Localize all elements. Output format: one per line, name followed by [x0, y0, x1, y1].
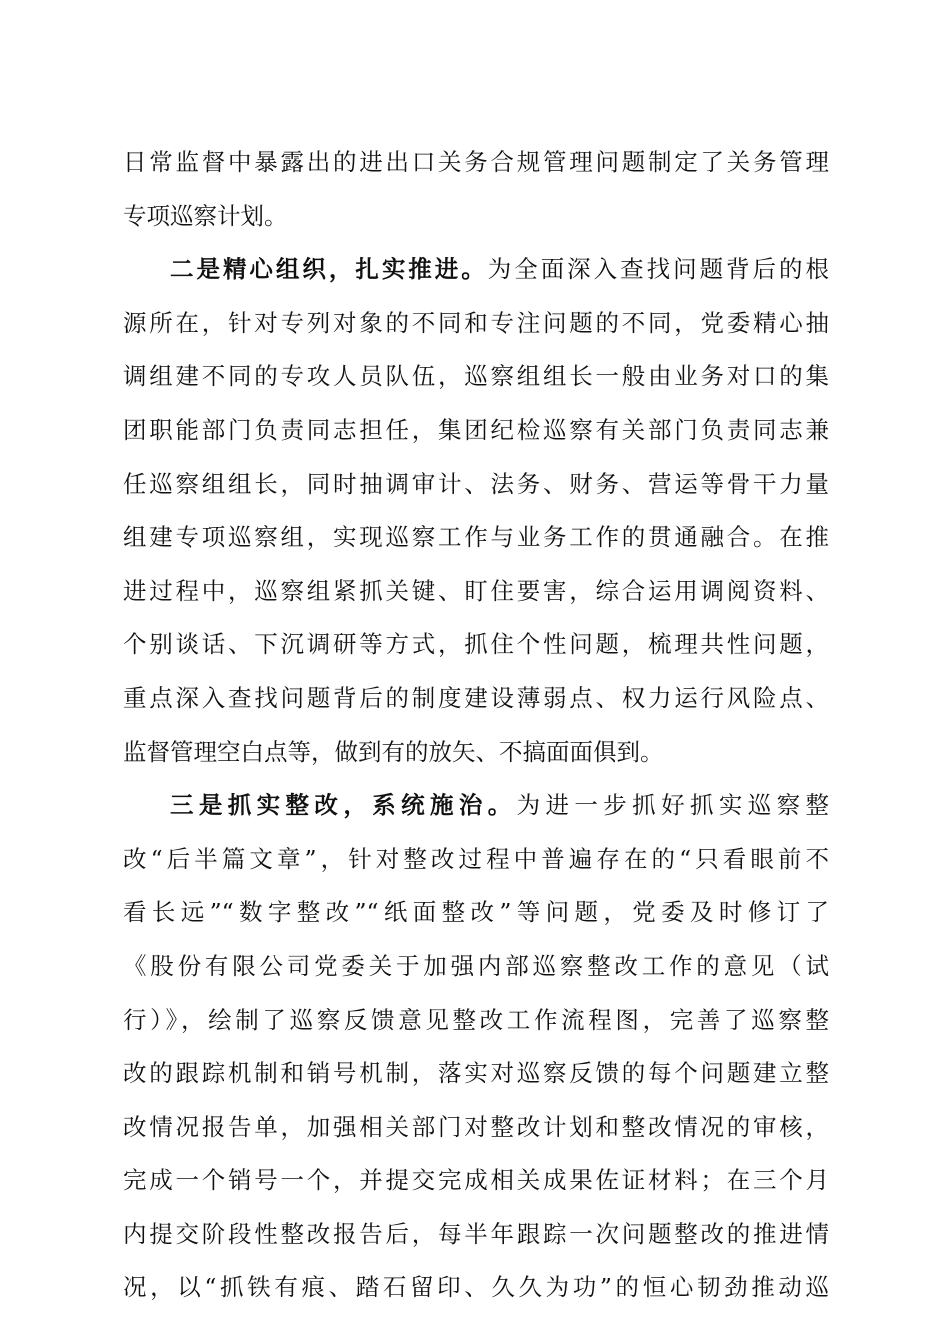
text-line: 日常监督中暴露出的进出口关务合规管理问题制定了关务管理: [123, 148, 829, 176]
paragraph-lead: 二是精心组织，扎实推进。: [170, 255, 488, 284]
text-line: 监督管理空白点等，做到有的放矢、不搞面面俱到。: [123, 737, 664, 766]
text-line: 内提交阶段性整改报告后，每半年跟踪一次问题整改的推进情: [123, 1219, 829, 1248]
text-line: 完成一个销号一个，并提交完成相关成果佐证材料；在三个月: [123, 1166, 829, 1195]
text-span: 为进一步抓好抓实巡察整: [516, 791, 830, 820]
paragraph-lead: 三是抓实整改，系统施治。: [170, 791, 517, 820]
text-line: 个别谈话、下沉调研等方式，抓住个性问题，梳理共性问题，: [123, 630, 829, 659]
text-line: 改的跟踪机制和销号机制，落实对巡察反馈的每个问题建立整: [123, 1059, 829, 1088]
text-line: 重点深入查找问题背后的制度建设薄弱点、权力运行风险点、: [123, 683, 829, 712]
text-line: 专项巡察计划。: [123, 201, 288, 230]
text-line: 看长远”“数字整改”“纸面整改”等问题，党委及时修订了: [123, 898, 829, 927]
text-line: 况，以“抓铁有痕、踏石留印、久久为功”的恒心韧劲推动巡: [123, 1273, 829, 1302]
document-body: [123, 136, 829, 1315]
text-line: 改“后半篇文章”，针对整改过程中普遍存在的“只看眼前不: [123, 844, 829, 873]
text-line: 进过程中，巡察组紧抓关键、盯住要害，综合运用调阅资料、: [123, 576, 829, 605]
text-line: 团职能部门负责同志担任，集团纪检巡察有关部门负责同志兼: [123, 415, 829, 444]
text-line: 行）》，绘制了巡察反馈意见整改工作流程图，完善了巡察整: [123, 1005, 829, 1034]
text-line: 《股份有限公司党委关于加强内部巡察整改工作的意见（试: [123, 951, 829, 980]
text-line: 调组建不同的专攻人员队伍，巡察组组长一般由业务对口的集: [123, 362, 829, 391]
paragraph-first-line: [123, 779, 829, 833]
text-line: 改情况报告单，加强相关部门对整改计划和整改情况的审核，: [123, 1112, 829, 1141]
paragraph-first-line: [123, 243, 829, 297]
text-line: 任巡察组组长，同时抽调审计、法务、财务、营运等骨干力量: [123, 469, 829, 498]
text-span: 为全面深入查找问题背后的根: [487, 255, 829, 284]
text-line: 组建专项巡察组，实现巡察工作与业务工作的贯通融合。在推: [123, 523, 829, 552]
text-line: 源所在，针对专列对象的不同和专注问题的不同，党委精心抽: [123, 308, 829, 337]
